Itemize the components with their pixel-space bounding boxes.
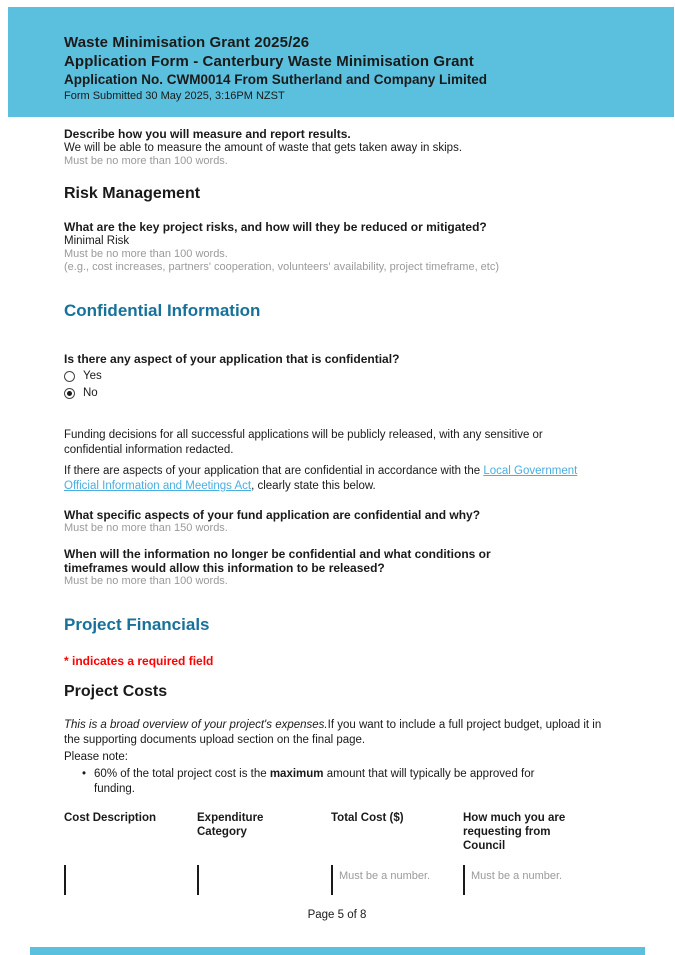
grant-title: Waste Minimisation Grant 2025/26 <box>64 34 310 51</box>
requesting-placeholder: Must be a number. <box>471 870 563 882</box>
submitted-timestamp: Form Submitted 30 May 2025, 3:16PM NZST <box>64 90 285 102</box>
next-page-edge <box>30 947 645 955</box>
costs-intro-paragraph <box>64 718 604 748</box>
lgoima-text-after: , clearly state this below. <box>251 480 376 492</box>
risk-example-hint: (e.g., cost increases, partners' cooperation, volunteers' availability, project timeframe, etc) <box>64 261 500 273</box>
radio-no-icon[interactable] <box>64 388 75 399</box>
risk-question-label: What are the key project risks, and how will they be reduced or mitigated? <box>64 220 487 234</box>
costs-intro-italic: This is a broad overview of your project's expenses. <box>64 719 328 731</box>
form-title: Application Form - Canterbury Waste Minimisation Grant <box>64 53 474 70</box>
radio-option-no[interactable] <box>64 386 610 400</box>
requesting-from-council-input[interactable] <box>463 865 610 895</box>
page-indicator: Page 5 of 8 <box>307 909 367 921</box>
funding-cap-after: amount that will typically be approved for funding. <box>94 768 535 795</box>
col-header-expenditure-category: Expenditure Category <box>197 812 264 838</box>
cost-description-input[interactable] <box>64 865 197 895</box>
total-cost-placeholder: Must be a number. <box>339 870 431 882</box>
funding-release-paragraph: Funding decisions for all successful applications will be publicly released, with any sensitive or confidential information redacted. <box>64 429 543 456</box>
lgoima-act-link[interactable]: Local Government Official Information and Meetings Act <box>64 465 578 492</box>
funding-cap-bullet <box>64 767 610 797</box>
form-header-banner <box>8 7 674 117</box>
risk-answer-text: Minimal Risk <box>64 235 130 247</box>
application-number: Application No. CWM0014 From Sutherland and Company Limited <box>64 72 488 87</box>
confidential-question-label: Is there any aspect of your application that is confidential? <box>64 352 400 366</box>
lgoima-text-before: If there are aspects of your application that are confidential in accordance with the <box>64 465 484 477</box>
funding-cap-before: 60% of the total project cost is the <box>94 768 270 780</box>
lgoima-paragraph <box>64 464 589 494</box>
please-note-label: Please note: <box>64 751 128 763</box>
form-content <box>64 127 610 922</box>
radio-yes-icon[interactable] <box>64 371 75 382</box>
funding-cap-text <box>94 767 554 797</box>
expenditure-category-input[interactable] <box>197 865 331 895</box>
project-financials-heading: Project Financials <box>64 615 210 634</box>
risk-management-heading: Risk Management <box>64 185 201 202</box>
confidential-release-hint: Must be no more than 100 words. <box>64 575 228 587</box>
confidential-aspects-question: What specific aspects of your fund application are confidential and why? <box>64 508 481 522</box>
col-header-requesting-from-council: How much you are requesting from Council <box>463 812 566 852</box>
confidential-release-question: When will the information no longer be confidential and what conditions or timeframes would allow this information to be released? <box>64 547 491 575</box>
required-field-note: * indicates a required field <box>64 654 214 668</box>
radio-option-yes[interactable] <box>64 369 610 383</box>
project-costs-table <box>64 811 610 895</box>
measure-answer-text: We will be able to measure the amount of waste that gets taken away in skips. <box>64 142 463 154</box>
confidential-aspects-hint: Must be no more than 150 words. <box>64 522 228 534</box>
radio-yes-label: Yes <box>83 370 102 382</box>
risk-word-limit-hint: Must be no more than 100 words. <box>64 248 228 260</box>
total-cost-input[interactable] <box>331 865 463 895</box>
confidential-information-heading: Confidential Information <box>64 301 261 320</box>
costs-intro-rest: If you want to include a full project budget, upload it in the supporting documents upload section on the final page. <box>64 719 602 746</box>
funding-cap-bold: maximum <box>269 768 324 780</box>
radio-no-label: No <box>83 387 98 399</box>
col-header-total-cost: Total Cost ($) <box>331 812 404 824</box>
measure-word-limit-hint: Must be no more than 100 words. <box>64 155 228 167</box>
measure-question-label: Describe how you will measure and report results. <box>64 127 351 141</box>
col-header-cost-description: Cost Description <box>64 812 157 824</box>
project-costs-heading: Project Costs <box>64 683 168 700</box>
bullet-dot-icon: • <box>82 768 87 780</box>
